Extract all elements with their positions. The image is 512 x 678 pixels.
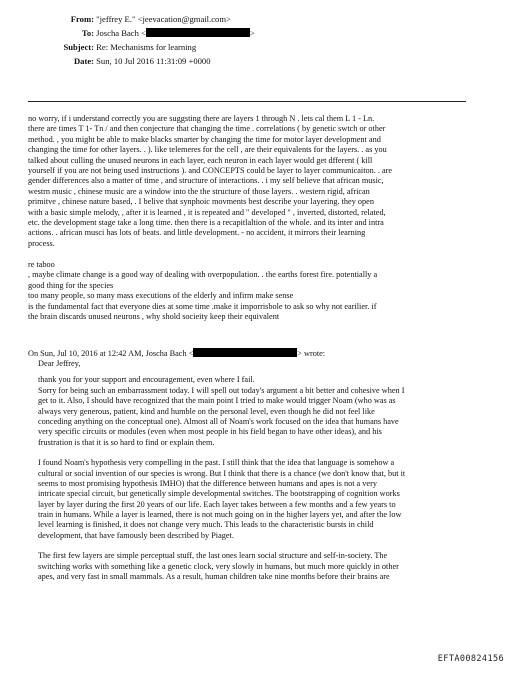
body-line: too many people, so many mass executions of the elderly and infirm make sense xyxy=(28,291,294,301)
quoted-line: train in humans. While a layer is learned, there is not much going on in the higher layers yet, and after the low xyxy=(38,510,402,520)
quoted-line: level learning is finished, it does not change very much. This leads to the characteristic bursts in child xyxy=(38,520,374,530)
quoted-message xyxy=(38,359,484,582)
quote-prefix: On Sun, Jul 10, 2016 at 12:42 AM, Joscha Bach < xyxy=(28,349,194,358)
body-line: gender differences also a matter of time , and structure of interactions. . i my self believe that african music, xyxy=(28,176,384,186)
body-line: with a basic simple melody, , after it is learned , it is repeated and " developed " , inverted, distorted, related, xyxy=(28,207,386,217)
quoted-line: I found Noam's hypothesis very compelling in the past. I still think that the idea that language is somehow a xyxy=(38,458,395,468)
subject-value: Re: Mechanisms for learning xyxy=(96,42,197,52)
quoted-line: apes, and very fast in small mammals. As a result, human children take nine months before their brains are xyxy=(38,572,390,582)
body-line: actions. . african musci has lots of beats. and little development. - no accident, it mirrors their learning xyxy=(28,228,366,238)
body-line: the brain discards unused neurons , why shold socieity keep their equivalent xyxy=(28,311,280,321)
quoted-line: conceding anything on the conceptual one). Almost all of Noam's work focused on the idea that humans have xyxy=(38,416,399,426)
body-line: is the fundamental fact that everyone dies at some time .make it imporrisbole to ask so why not earilier. if xyxy=(28,301,377,311)
body-line: changing the time for other layers. . ). like telemeres for the cell , are their equivalents for the layers. . as you xyxy=(28,145,387,155)
spacer xyxy=(38,541,484,551)
quoted-line: get to it. Also, I should have recognized that the main point I tried to make would trigger Noam (who was as xyxy=(38,396,396,406)
subject-label: Subject: xyxy=(63,42,94,52)
spacer xyxy=(38,448,484,458)
body-line: talked about culling the unused neurons in each layer, each neuron in each layer would get dfferent ( kill xyxy=(28,155,373,165)
date-label: Date: xyxy=(73,56,94,66)
redaction-bar xyxy=(193,348,297,357)
to-suffix: > xyxy=(249,28,255,38)
quoted-line: layer by layer during the first 20 years of our life. Each layer takes between a few months and a few years to xyxy=(38,499,396,509)
quoted-line: seems to most promising hypothesis IMHO) that the difference between humans and apes is not a very xyxy=(38,478,377,488)
reply-taboo-section xyxy=(28,260,484,322)
quoted-line: very specific circuits or modules (even when most people in his field began to have other ideas), and his xyxy=(38,427,382,437)
body-line: no worry, if i understand correctly you are suggsting there are layers 1 through N . lets cal them L 1 - Ln. xyxy=(28,114,375,123)
quoted-line: cultural or social invention of our species is wrong. But I think that there is a chance (we don't know that, but it xyxy=(38,468,406,478)
to-label: To: xyxy=(81,28,94,38)
body-line: re taboo xyxy=(28,260,55,269)
body-line: etc. the development stage take a long time. then there is a recapitlaltion of the whole. and its inter and intra xyxy=(28,217,384,227)
body-line: method. , you might be able to make blacks smarter by changing the time for motor layer development and xyxy=(28,134,381,144)
body-line: there are times T 1- Tn / and then conjecture that changing the time . correlations ( by genetic swtch or other xyxy=(28,124,386,134)
body-line: , maybe climate change is a good way of dealing with overpopulation. . the earths forest fire. potentially a xyxy=(28,270,378,280)
from-row xyxy=(36,14,231,24)
quoted-line: always very generous, patient, kind and humble on the personal level, even though he did not feel like xyxy=(38,406,375,416)
to-row xyxy=(36,28,255,38)
to-prefix: Joscha Bach < xyxy=(96,28,146,38)
redaction-bar xyxy=(146,28,250,37)
quoted-line: Sorry for being such an embarrassment today. I will spell out today's argument a bit better and cohesive when I xyxy=(38,385,405,395)
quoted-line: intricate special circuit, but genetically simple developmental switches. The bootstrapping of cognition works xyxy=(38,489,400,499)
date-row xyxy=(36,56,211,66)
from-label: From: xyxy=(70,14,94,24)
header-divider xyxy=(28,101,466,102)
reply-body xyxy=(28,114,484,249)
body-line: yourself if you are not being used instructions ). and CONCEPTS could be layer to layer communicaiton. . are xyxy=(28,165,393,175)
date-value: Sun, 10 Jul 2016 11:31:09 +0000 xyxy=(96,56,211,66)
quote-attribution xyxy=(28,348,484,359)
body-line: good thing for the species xyxy=(28,280,114,290)
from-value: "jeffrey E." <jeevacation@gmail.com> xyxy=(96,14,231,24)
quoted-line: The first few layers are simple perceptual stuff, the last ones learn social structure and self-in-society. The xyxy=(38,551,388,561)
quote-suffix: > wrote: xyxy=(297,349,326,358)
quoted-line: development, that have famously been described by Piaget. xyxy=(38,530,234,540)
body-line: process. xyxy=(28,238,55,248)
subject-row xyxy=(36,42,196,52)
quoted-line: frustration is that it is so hard to find or explain them. xyxy=(38,437,215,447)
quoted-line: thank you for your support and encouragement, even where I fail. xyxy=(38,375,255,385)
greeting: Dear Jeffrey, xyxy=(38,359,81,368)
quoted-line: switching works with something like a genetic clock, very slowly in humans, but much more quickly in other xyxy=(38,561,399,571)
document-id: EFTA00824156 xyxy=(437,654,504,664)
body-line: primitve , chinese nature based, . I belive that synphoic movments best describe your layering. they open xyxy=(28,197,374,207)
body-line: westrn music , chinese music are a window into the the structure of those layers. . western rigid, african xyxy=(28,186,370,196)
